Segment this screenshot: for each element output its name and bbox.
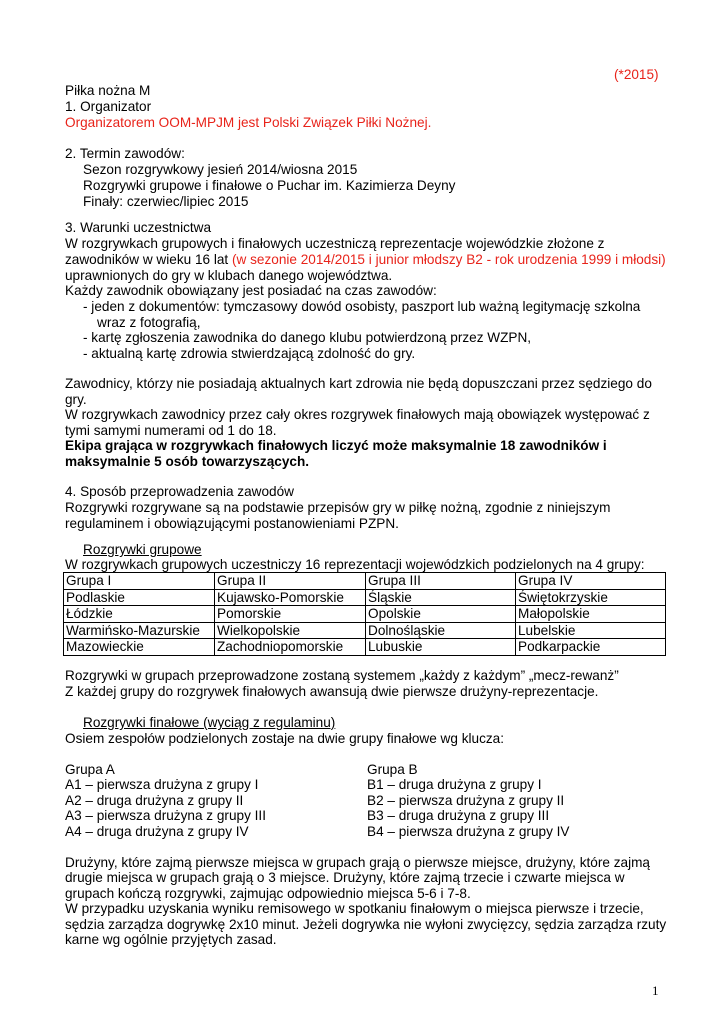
group-a-item: A3 – pierwsza drużyna z grupy III <box>65 808 266 823</box>
table-cell: Świętokrzyskie <box>516 589 666 606</box>
table-row <box>64 639 666 656</box>
system-line-2: Z każdej grupy do rozgrywek finałowych awansują dwie pierwsze drużyny-reprezentacje. <box>65 684 599 699</box>
table-cell: Podkarpackie <box>516 639 666 656</box>
document-item-1-cont: wraz z fotografią, <box>97 315 201 330</box>
table-cell: Łódzkie <box>64 606 215 623</box>
page-number: 1 <box>652 983 659 998</box>
table-cell: Pomorskie <box>215 606 366 623</box>
table-row <box>64 622 666 639</box>
group-a-title: Grupa A <box>65 762 115 777</box>
group-b-item: B1 – druga drużyna z grupy I <box>367 777 542 792</box>
table-cell: Lubelskie <box>516 622 666 639</box>
document-item-2: - kartę zgłoszenia zawodnika do danego klubu potwierdzoną przez WZPN, <box>83 330 532 345</box>
table-header-cell: Grupa I <box>64 573 215 590</box>
table-header-cell: Grupa IV <box>516 573 666 590</box>
table-cell: Kujawsko-Pomorskie <box>215 589 366 606</box>
closing-line-1: Drużyny, które zajmą pierwsze miejsca w grupach grają o pierwsze miejsce, drużyny, które zajmą <box>65 855 650 870</box>
health-card-line-2: gry. <box>65 392 87 407</box>
conditions-line-2 <box>65 252 666 268</box>
system-line-1: Rozgrywki w grupach przeprowadzone zostaną systemem „każdy z każdym” „mecz-rewanż” <box>65 668 619 683</box>
section-4-heading: 4. Sposób przeprowadzenia zawodów <box>65 484 294 499</box>
section-3-heading: 3. Warunki uczestnictwa <box>65 220 212 235</box>
team-size-line-2: maksymalnie 5 osób towarzyszących. <box>65 454 310 469</box>
rules-line-1: Rozgrywki rozgrywane są na podstawie przepisów gry w piłkę nożną, zgodnie z niniejszym <box>65 500 611 515</box>
document-title: Piłka nożna M <box>65 83 151 98</box>
group-stage-intro: W rozgrywkach grupowych uczestniczy 16 reprezentacji wojewódzkich podzielonych na 4 grupy: <box>65 557 645 572</box>
conditions-line-3: uprawnionych do gry w klubach danego województwa. <box>65 268 393 283</box>
table-header-cell: Grupa II <box>215 573 366 590</box>
closing-line-4: W przypadku uzyskania wyniku remisowego w spotkaniu finałowym o miejsca pierwsze i trzecie, <box>65 901 644 916</box>
numbers-line-2: tymi samymi numerami od 1 do 18. <box>65 423 277 438</box>
group-b-item: B2 – pierwsza drużyna z grupy II <box>367 793 565 808</box>
document-item-3: - aktualną kartę zdrowia stwierdzającą zdolność do gry. <box>83 346 416 361</box>
table-cell: Lubuskie <box>366 639 516 656</box>
rules-line-2: regulaminem i obowiązującymi postanowieniami PZPN. <box>65 516 399 531</box>
section-1-heading: 1. Organizator <box>65 99 152 114</box>
group-a-item: A1 – pierwsza drużyna z grupy I <box>65 777 259 792</box>
documents-intro: Każdy zawodnik obowiązany jest posiadać na czas zawodów: <box>65 283 437 298</box>
table-cell: Podlaskie <box>64 589 215 606</box>
season-line: Sezon rozgrywkowy jesień 2014/wiosna 2015 <box>83 162 358 177</box>
table-cell: Małopolskie <box>516 606 666 623</box>
closing-line-2: drugie miejsca w grupach grają o 3 miejsce. Drużyny, które zajmą trzecie i czwarte miejsca w <box>65 870 625 885</box>
section-2-heading: 2. Termin zawodów: <box>65 146 185 161</box>
group-b-title: Grupa B <box>367 762 418 777</box>
groups-table <box>63 572 666 656</box>
table-cell: Wielkopolskie <box>215 622 366 639</box>
table-row <box>64 589 666 606</box>
group-a-item: A2 – druga drużyna z grupy II <box>65 793 244 808</box>
conditions-line-1: W rozgrywkach grupowych i finałowych uczestniczą reprezentacje wojewódzkie złożone z <box>65 236 605 251</box>
closing-line-6: karne wg ogólnie przyjętych zasad. <box>65 932 277 947</box>
group-stage-title: Rozgrywki grupowe <box>83 542 202 557</box>
table-cell: Dolnośląskie <box>366 622 516 639</box>
table-header-cell: Grupa III <box>366 573 516 590</box>
age-text: zawodników w wieku 16 lat <box>65 252 232 267</box>
organizer-text: Organizatorem OOM-MPJM jest Polski Związek Piłki Nożnej. <box>65 115 432 130</box>
table-header-row <box>64 573 666 590</box>
table-cell: Śląskie <box>366 589 516 606</box>
health-card-line-1: Zawodnicy, którzy nie posiadają aktualnych kart zdrowia nie będą dopuszczani przez sędziego do <box>65 376 652 391</box>
season-age-note: (w sezonie 2014/2015 i junior młodszy B2 - rok urodzenia 1999 i młodsi) <box>231 252 666 267</box>
team-size-line-1: Ekipa grająca w rozgrywkach finałowych liczyć może maksymalnie 18 zawodników i <box>65 438 607 453</box>
year-marker: (*2015) <box>614 67 659 82</box>
cup-line: Rozgrywki grupowe i finałowe o Puchar im. Kazimierza Deyny <box>83 178 456 193</box>
table-cell: Warmińsko-Mazurskie <box>64 622 215 639</box>
table-row <box>64 606 666 623</box>
document-item-1: - jeden z dokumentów: tymczasowy dowód osobisty, paszport lub ważną legitymację szkolna <box>83 299 641 314</box>
table-cell: Zachodniopomorskie <box>215 639 366 656</box>
final-stage-intro: Osiem zespołów podzielonych zostaje na dwie grupy finałowe wg klucza: <box>65 731 505 746</box>
table-cell: Opolskie <box>366 606 516 623</box>
group-b-item: B4 – pierwsza drużyna z grupy IV <box>367 824 570 839</box>
closing-line-3: grupach kończą rozgrywki, zajmując odpowiednio miejsca 5-6 i 7-8. <box>65 886 471 901</box>
table-cell: Mazowieckie <box>64 639 215 656</box>
finals-line: Finały: czerwiec/lipiec 2015 <box>83 194 249 209</box>
group-a-item: A4 – druga drużyna z grupy IV <box>65 824 249 839</box>
final-stage-title: Rozgrywki finałowe (wyciąg z regulaminu) <box>83 715 336 730</box>
numbers-line-1: W rozgrywkach zawodnicy przez cały okres rozgrywek finałowych mają obowiązek występować z <box>65 407 650 422</box>
closing-line-5: sędzia zarządza dogrywkę 2x10 minut. Jeżeli dogrywka nie wyłoni zwycięzcy, sędzia zarządza rzuty <box>65 917 667 932</box>
group-b-item: B3 – druga drużyna z grupy III <box>367 808 550 823</box>
